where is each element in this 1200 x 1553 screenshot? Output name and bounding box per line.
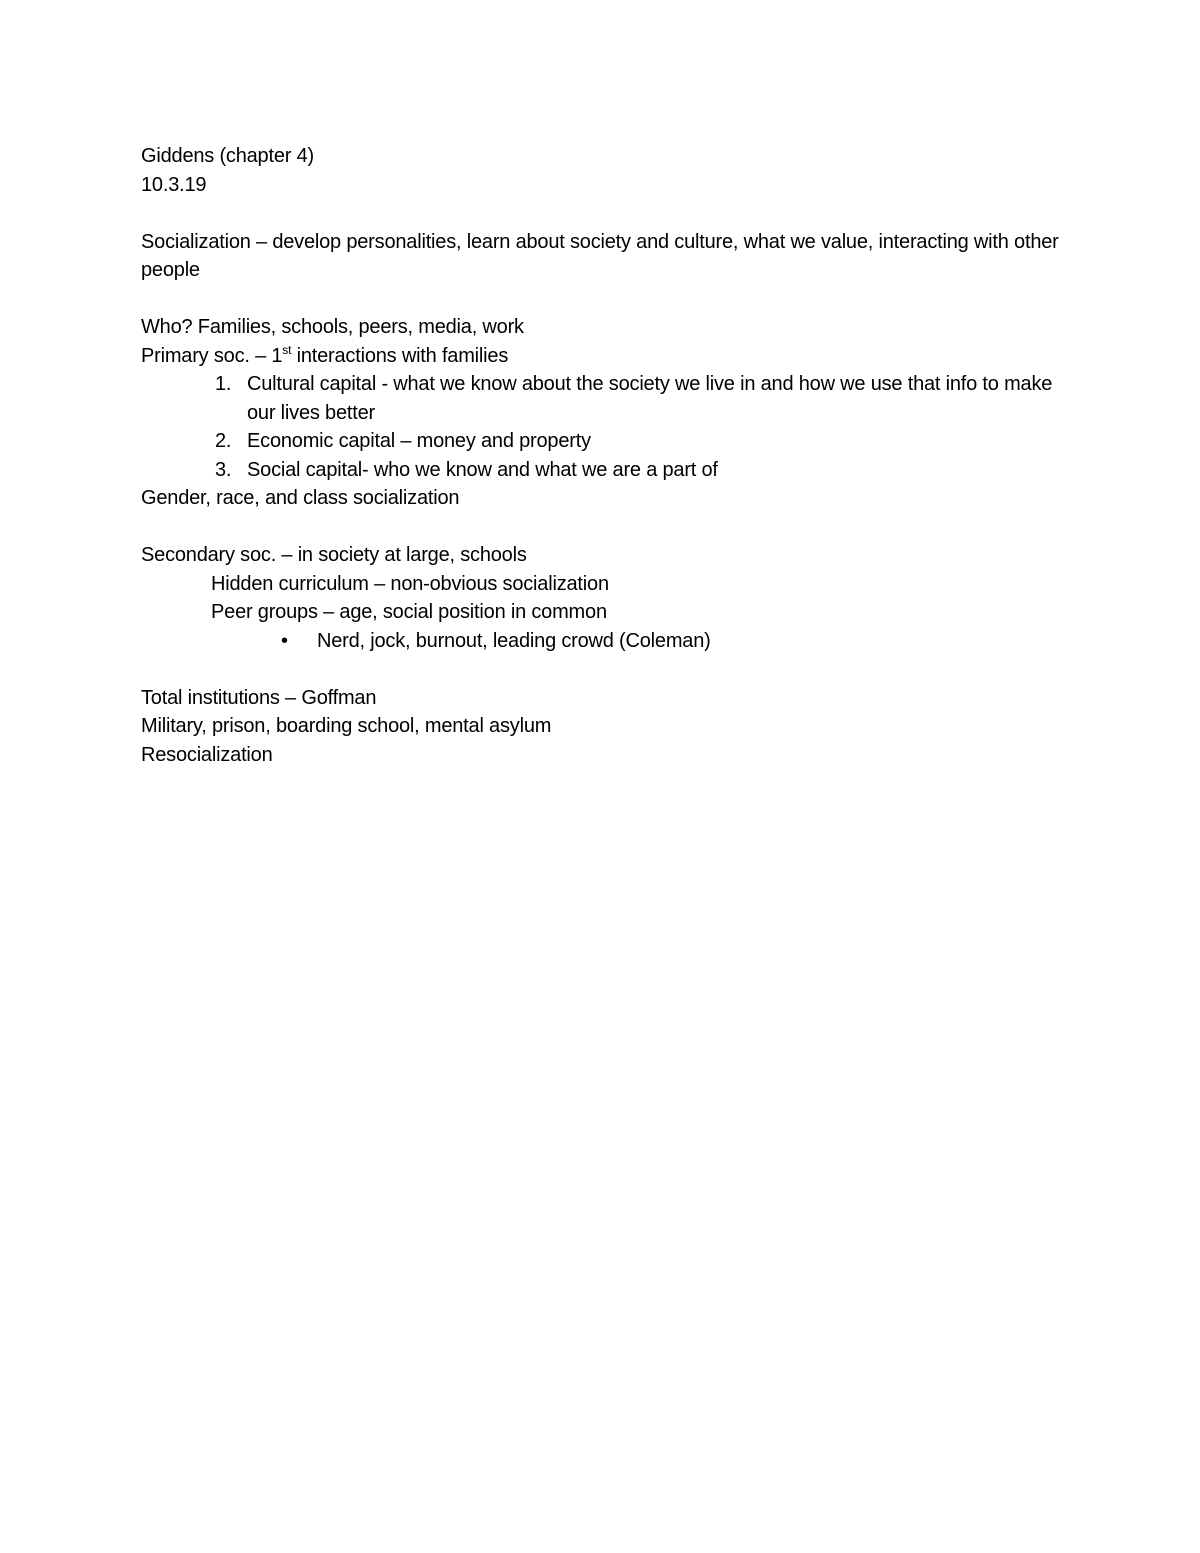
resocialization-line: Resocialization (141, 743, 273, 766)
spacer (141, 285, 1081, 314)
bullet-icon: • (281, 629, 288, 652)
primary-suffix: interactions with families (291, 344, 509, 367)
numbered-list-item (141, 427, 1081, 456)
list-number: 1. (215, 373, 232, 395)
notes-title: Giddens (chapter 4) (141, 145, 314, 167)
primary-socialization-line (141, 342, 1081, 371)
spacer (141, 655, 1081, 684)
list-item-text: Social capital- who we know and what we are a part of (247, 458, 718, 481)
numbered-list-item (141, 456, 1081, 485)
peer-groups-line: Peer groups – age, social position in common (211, 601, 607, 623)
spacer (141, 513, 1081, 542)
hidden-curriculum-line: Hidden curriculum – non-obvious socialization (211, 572, 609, 595)
list-item-text: Economic capital – money and property (247, 430, 591, 452)
list-item-text: Cultural capital - what we know about the society we live in and how we use that info to make our lives better (247, 373, 1053, 424)
agents-line: Who? Families, schools, peers, media, work (141, 316, 524, 338)
total-institutions-line: Total institutions – Goffman (141, 686, 377, 709)
notes-date: 10.3.19 (141, 173, 207, 196)
numbered-list-item (141, 370, 1081, 427)
secondary-socialization-line: Secondary soc. – in society at large, schools (141, 544, 527, 566)
primary-prefix: Primary soc. – 1 (141, 344, 283, 367)
list-number: 2. (215, 430, 232, 452)
bullet-list-item (141, 627, 1081, 656)
spacer (141, 199, 1081, 228)
bullet-text: Nerd, jock, burnout, leading crowd (Coleman) (317, 629, 711, 652)
list-number: 3. (215, 458, 232, 481)
socialization-definition: Socialization – develop personalities, learn about society and culture, what we value, interacting with other people (141, 230, 1059, 281)
notes-body (141, 142, 1081, 769)
total-institutions-examples: Military, prison, boarding school, mental asylum (141, 715, 552, 737)
primary-superscript: st (282, 342, 292, 357)
gender-race-class-line: Gender, race, and class socialization (141, 487, 460, 509)
